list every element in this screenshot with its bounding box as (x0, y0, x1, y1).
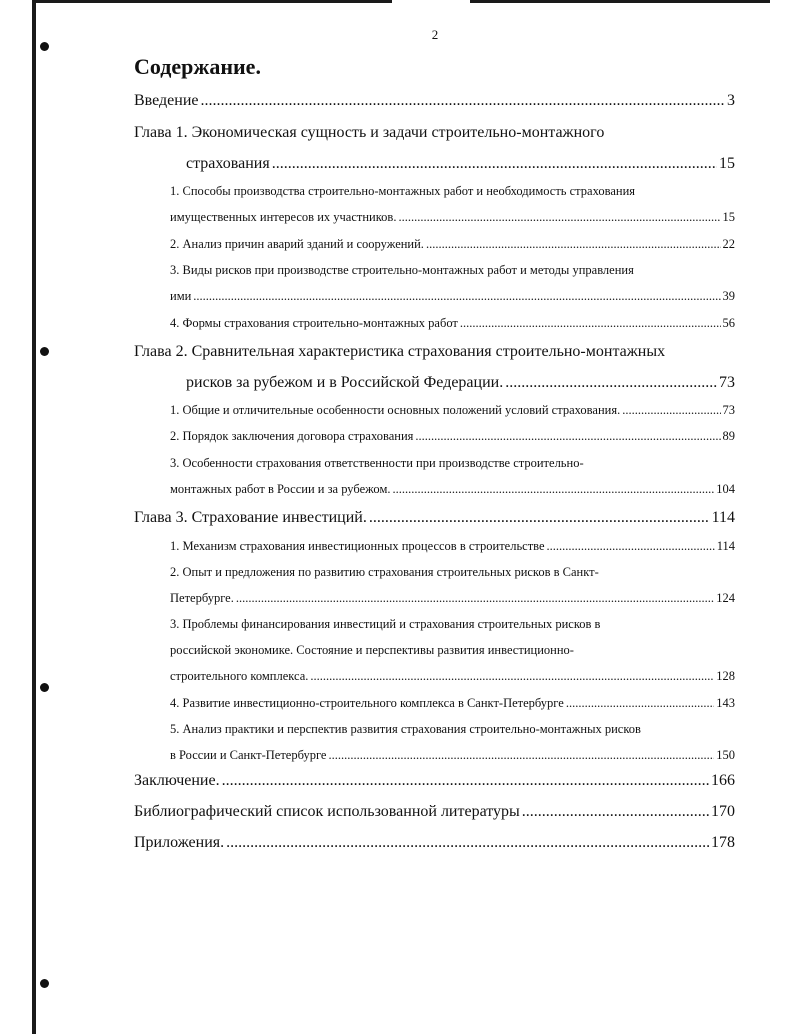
toc-entry-text: в России и Санкт-Петербурге (170, 748, 327, 762)
toc-section-3-1[interactable] (170, 539, 735, 554)
toc-entry-page: 73 (719, 374, 735, 391)
toc-entry-text: Приложения. (134, 834, 225, 851)
leader-dots (522, 803, 709, 821)
toc-entry-text: Введение (134, 92, 199, 109)
punch-hole (40, 979, 49, 988)
toc-entry-text: 2. Анализ причин аварий зданий и сооружений. (170, 237, 424, 251)
toc-entry-bibliography[interactable] (134, 803, 735, 821)
toc-entry-text: Заключение. (134, 772, 220, 789)
toc-section-3-3-line1[interactable]: 3. Проблемы финансирования инвестиций и страхования строительных рисков в (170, 617, 601, 631)
toc-entry-appendix[interactable] (134, 834, 735, 852)
toc-entry-conclusion[interactable] (134, 772, 735, 790)
toc-entry-page: 15 (719, 155, 735, 172)
toc-entry-page: 143 (716, 696, 735, 710)
toc-chapter-1[interactable] (186, 155, 735, 173)
scan-top-edge-right (470, 0, 770, 3)
toc-entry-intro[interactable] (134, 92, 735, 110)
toc-section-3-2[interactable] (170, 591, 735, 606)
toc-section-1-1-line1[interactable]: 1. Способы производства строительно-монтажных работ и необходимость страхования (170, 184, 636, 198)
toc-entry-page: 170 (711, 803, 735, 820)
toc-entry-text: строительного комплекса. (170, 669, 309, 683)
toc-entry-text: имущественных интересов их участников. (170, 210, 397, 224)
leader-dots (369, 509, 710, 527)
toc-entry-text: 4. Развитие инвестиционно-строительного комплекса в Санкт-Петербурге (170, 696, 564, 710)
toc-entry-text: 2. Порядок заключения договора страхования (170, 429, 414, 443)
toc-section-2-3-line1[interactable]: 3. Особенности страхования ответственности при производстве строительно- (170, 456, 584, 470)
toc-entry-page: 39 (722, 289, 735, 303)
toc-entry-page: 124 (716, 591, 735, 605)
toc-section-3-4[interactable] (170, 696, 735, 711)
toc-entry-page: 89 (722, 429, 735, 443)
leader-dots (328, 748, 714, 763)
page-title: Содержание. (134, 54, 261, 79)
toc-chapter-2[interactable] (186, 374, 735, 392)
toc-section-3-5[interactable] (170, 748, 735, 763)
toc-entry-text: монтажных работ в России и за рубежом. (170, 482, 391, 496)
toc-entry-text: страхования (186, 155, 270, 172)
toc-section-2-3[interactable] (170, 482, 735, 497)
toc-entry-page: 3 (727, 92, 735, 109)
leader-dots (398, 210, 720, 225)
leader-dots (272, 155, 717, 173)
toc-entry-page: 128 (716, 669, 735, 683)
scan-left-edge (32, 0, 36, 1034)
toc-entry-text: 4. Формы страхования строительно-монтажных работ (170, 316, 458, 330)
leader-dots (566, 696, 714, 711)
toc-entry-text: Петербурге. (170, 591, 234, 605)
leader-dots (201, 92, 726, 110)
toc-entry-text: ими (170, 289, 192, 303)
toc-entry-page: 56 (722, 316, 735, 330)
scan-top-edge (32, 0, 392, 3)
page-number: 2 (431, 27, 439, 42)
toc-section-3-3-line2[interactable]: российской экономике. Состояние и перспективы развития инвестиционно- (170, 643, 574, 657)
toc-chapter-3[interactable] (134, 509, 735, 527)
toc-section-3-3[interactable] (170, 669, 735, 684)
toc-section-3-2-line1[interactable]: 2. Опыт и предложения по развитию страхования строительных рисков в Санкт- (170, 565, 599, 579)
leader-dots (392, 482, 714, 497)
toc-chapter-1-line1[interactable]: Глава 1. Экономическая сущность и задачи строительно-монтажного (134, 124, 605, 141)
toc-section-1-4[interactable] (170, 316, 735, 331)
toc-entry-page: 22 (722, 237, 735, 251)
toc-section-1-3-line1[interactable]: 3. Виды рисков при производстве строительно-монтажных работ и методы управления (170, 263, 634, 277)
toc-section-2-2[interactable] (170, 429, 735, 444)
punch-hole (40, 347, 49, 356)
leader-dots (222, 772, 709, 790)
toc-entry-page: 15 (722, 210, 735, 224)
toc-entry-text: рисков за рубежом и в Российской Федерации. (186, 374, 504, 391)
toc-entry-text: 1. Механизм страхования инвестиционных процессов в строительстве (170, 539, 545, 553)
toc-entry-text: Глава 3. Страхование инвестиций. (134, 509, 367, 526)
punch-hole (40, 683, 49, 692)
leader-dots (426, 237, 721, 252)
toc-entry-page: 114 (711, 509, 735, 526)
toc-entry-text: Библиографический список использованной литературы (134, 803, 520, 820)
leader-dots (547, 539, 715, 554)
punch-hole (40, 42, 49, 51)
toc-section-1-2[interactable] (170, 237, 735, 252)
leader-dots (236, 591, 714, 606)
toc-section-3-5-line1[interactable]: 5. Анализ практики и перспектив развития страхования строительно-монтажных рисков (170, 722, 641, 736)
toc-section-1-1[interactable] (170, 210, 735, 225)
leader-dots (310, 669, 714, 684)
leader-dots (226, 834, 709, 852)
toc-chapter-2-line1[interactable]: Глава 2. Сравнительная характеристика страхования строительно-монтажных (134, 343, 666, 360)
toc-entry-page: 73 (722, 403, 735, 417)
leader-dots (193, 289, 720, 304)
toc-entry-page: 104 (716, 482, 735, 496)
leader-dots (505, 374, 717, 392)
toc-entry-page: 150 (716, 748, 735, 762)
toc-entry-text: 1. Общие и отличительные особенности основных положений условий страхования. (170, 403, 621, 417)
leader-dots (460, 316, 721, 331)
leader-dots (622, 403, 720, 418)
toc-section-2-1[interactable] (170, 403, 735, 418)
leader-dots (415, 429, 720, 444)
toc-entry-page: 178 (711, 834, 735, 851)
toc-entry-page: 166 (711, 772, 735, 789)
toc-entry-page: 114 (716, 539, 735, 553)
toc-section-1-3[interactable] (170, 289, 735, 304)
